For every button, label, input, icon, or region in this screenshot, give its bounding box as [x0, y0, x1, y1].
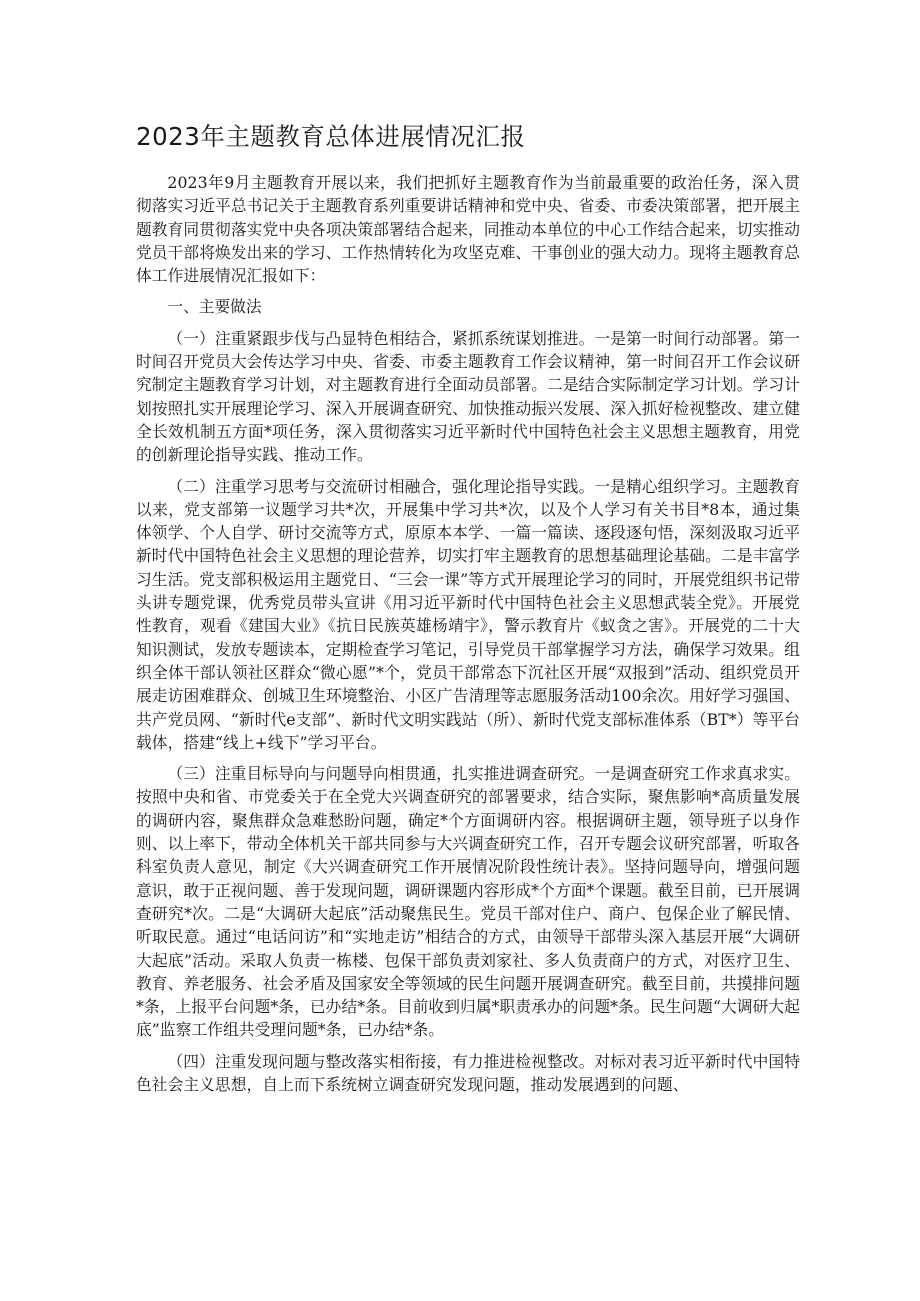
intro-paragraph: 2023年9月主题教育开展以来，我们把抓好主题教育作为当前最重要的政治任务，深入贯彻落实习近平总书记关于主题教育系列重要讲话精神和党中央、省委、市委决策部署，把开展主题教育同贯彻落实党中央各项决策部署结合起来，同推动本单位的中心工作结合起来，切实推动党员干部将焕发出来的学习、工作热情转化为攻坚克难、干事创业的强大动力。现将主题教育总体工作进展情况汇报如下： [136, 173, 800, 286]
document-title: 2023年主题教育总体进展情况汇报 [136, 122, 526, 151]
paragraph-4: （四）注重发现问题与整改落实相衔接，有力推进检视整改。对标对表习近平新时代中国特色社会主义思想，自上而下系统树立调查研究发现问题，推动发展遇到的问题、 [136, 1051, 800, 1094]
document-page [136, 118, 800, 1096]
paragraph-3: （三）注重目标导向与问题导向相贯通，扎实推进调查研究。一是调查研究工作求真求实。按照中央和省、市党委关于在全党大兴调查研究的部署要求，结合实际，聚焦影响*高质量发展的调研内容，聚焦群众急难愁盼问题，确定*个方面调研内容。根据调研主题，领导班子以身作则、以上率下，带动全体机关干部共同参与大兴调查研究工作，召开专题会议研究部署，听取各科室负责人意见，制定《大兴调查研究工作开展情况阶段性统计表》。坚持问题导向，增强问题意识，敢于正视问题、善于发现问题，调研课题内容形成*个方面*个课题。截至目前，已开展调查研究*次。二是“大调研大起底”活动聚焦民生。党员干部对住户、商户、包保企业了解民情、听取民意。通过“电话问访”和“实地走访”相结合的方式，由领导干部带头深入基层开展“大调研大起底”活动。采取人负责一栋楼、包保干部负责刘家社、多人负责商户的方式，对医疗卫生、教育、养老服务、社会矛盾及国家安全等领域的民生问题开展调查研究。截至目前，共摸排问题*条，上报平台问题*条，已办结*条。目前收到归属*职责承办的问题*条。民生问题“大调研大起底”监察工作组共受理问题*条，已办结*条。 [136, 764, 800, 1040]
section-heading: 一、主要做法 [167, 297, 262, 317]
paragraph-1: （一）注重紧跟步伐与凸显特色相结合，紧抓系统谋划推进。一是第一时间行动部署。第一时间召开党员大会传达学习中央、省委、市委主题教育工作会议精神，第一时间召开工作会议研究制定主题教育学习计划，对主题教育进行全面动员部署。二是结合实际制定学习计划。学习计划按照扎实开展理论学习、深入开展调查研究、加快推动振兴发展、深入抓好检视整改、建立健全长效机制五方面*项任务，深入贯彻落实习近平新时代中国特色社会主义思想主题教育，用党的创新理论指导实践、推动工作。 [136, 328, 800, 465]
paragraph-2: （二）注重学习思考与交流研讨相融合，强化理论指导实践。一是精心组织学习。主题教育以来，党支部第一议题学习共*次，开展集中学习共*次，以及个人学习有关书目*8本，通过集体领学、个人自学、研讨交流等方式，原原本本学、一篇一篇读、逐段逐句悟，深刻汲取习近平新时代中国特色社会主义思想的理论营养，切实打牢主题教育的思想基础理论基础。二是丰富学习生活。党支部积极运用主题党日、“三会一课”等方式开展理论学习的同时，开展党组织书记带头讲专题党课，优秀党员带头宣讲《用习近平新时代中国特色社会主义思想武装全党》。开展党性教育，观看《建国大业》《抗日民族英雄杨靖宇》，警示教育片《蚁贪之害》。开展党的二十大知识测试，发放专题读本，定期检查学习笔记，引导党员干部掌握学习方法，确保学习效果。组织全体干部认领社区群众“微心愿”*个，党员干部常态下沉社区开展“双报到”活动、组织党员开展走访困难群众、创城卫生环境整治、小区广告清理等志愿服务活动100余次。用好学习强国、共产党员网、“新时代e支部”、新时代文明实践站（所）、新时代党支部标准体系（BT*）等平台载体，搭建“线上+线下”学习平台。 [136, 476, 800, 752]
